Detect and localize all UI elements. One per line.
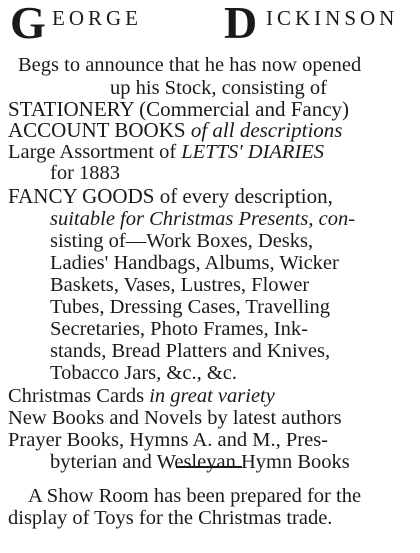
ad-line-1: Begs to announce that he has now opened — [18, 54, 362, 76]
ad-line-11: Baskets, Vases, Lustres, Flower — [50, 274, 310, 296]
ad-line-8: suitable for Christmas Presents, con- — [50, 208, 356, 230]
ad-line-7-rest: of every description, — [154, 184, 333, 208]
ad-line-5-lead: Large Assortment of — [8, 141, 182, 163]
ad-line-16-lead: Christmas Cards — [8, 385, 150, 407]
ad-line-20: A Show Room has been prepared for the — [28, 485, 362, 507]
ad-line-7-heading: FANCY GOODS — [8, 184, 155, 208]
advertiser-name — [0, 0, 420, 54]
ad-line-15: Tobacco Jars, &c., &c. — [50, 362, 237, 384]
ad-line-5 — [8, 142, 324, 163]
last-name-rest: ICKINSON — [266, 6, 399, 30]
ad-line-4 — [8, 120, 342, 141]
ad-line-4-heading: ACCOUNT BOOKS — [8, 118, 186, 142]
ad-line-4-rest: of all descriptions — [185, 118, 343, 142]
separator-rule — [176, 466, 242, 468]
ad-line-6: for 1883 — [50, 162, 121, 184]
first-name-initial: G — [10, 0, 46, 48]
last-name-initial: D — [224, 0, 258, 48]
ad-line-9: sisting of—Work Boxes, Desks, — [50, 230, 314, 252]
ad-line-16-emphasis: in great variety — [149, 385, 275, 407]
ad-line-5-emphasis: LETTS' DIARIES — [181, 141, 325, 163]
ad-line-14: stands, Bread Platters and Knives, — [50, 340, 331, 362]
ad-line-18: Prayer Books, Hymns A. and M., Pres- — [8, 429, 329, 451]
ad-line-19: byterian and Wesleyan Hymn Books — [50, 451, 350, 473]
ad-line-7 — [8, 186, 333, 207]
ad-line-3: STATIONERY (Commercial and Fancy) — [8, 97, 350, 121]
ad-line-16 — [8, 386, 275, 407]
ad-line-12: Tubes, Dressing Cases, Travelling — [50, 296, 331, 318]
ad-line-2: up his Stock, consisting of — [110, 77, 327, 99]
first-name-rest: EORGE — [52, 6, 142, 30]
ad-line-13: Secretaries, Photo Frames, Ink- — [50, 318, 308, 340]
ad-line-21: display of Toys for the Christmas trade. — [8, 507, 333, 529]
ad-line-10: Ladies' Handbags, Albums, Wicker — [50, 252, 339, 274]
ad-line-17: New Books and Novels by latest authors — [8, 407, 342, 429]
